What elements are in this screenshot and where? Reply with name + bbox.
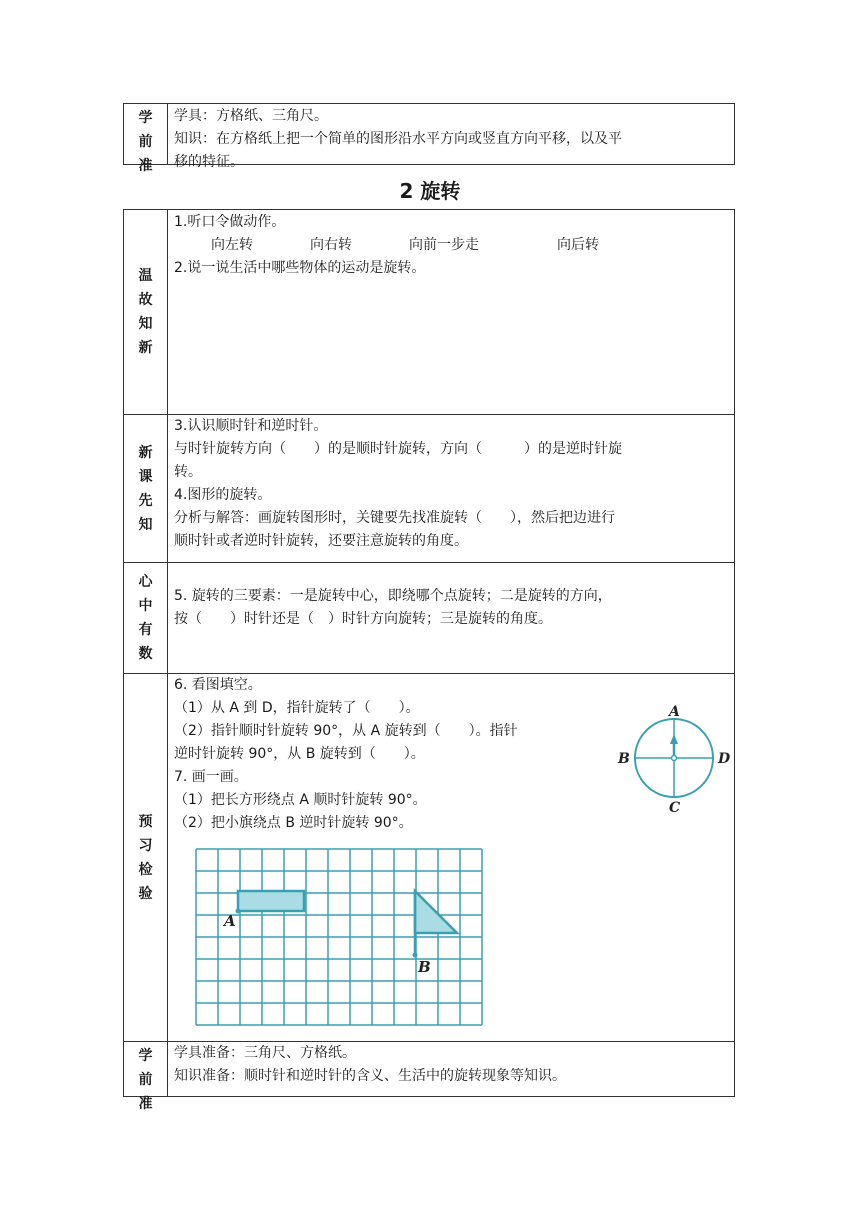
summary-label xyxy=(124,563,168,673)
text-line: 知识准备：顺时针和逆时针的含义、生活中的旋转现象等知识。 xyxy=(174,1068,566,1084)
text-line: 与时针旋转方向（ ）的是顺时针旋转，方向（ ）的是逆时针旋 xyxy=(174,441,622,457)
summary-content xyxy=(174,585,728,673)
prep-content xyxy=(174,105,728,170)
label-char: 准 xyxy=(138,1096,153,1112)
review-label xyxy=(124,210,168,414)
prep-table-top xyxy=(123,103,735,174)
new-lesson-content xyxy=(174,415,728,562)
review-content xyxy=(174,211,728,414)
lesson-title: 2 旋转 xyxy=(399,179,461,203)
action-item: 向前一步走 xyxy=(409,237,479,253)
label-char: 新 xyxy=(138,340,153,356)
label-char: 温 xyxy=(138,268,153,284)
text-line: 学具准备：三角尺、方格纸。 xyxy=(174,1045,356,1061)
label-char: 中 xyxy=(138,598,153,614)
label-char: 新 xyxy=(138,444,153,461)
action-item: 向左转 xyxy=(211,237,253,253)
prep-label xyxy=(124,104,168,174)
text-line: 转。 xyxy=(174,464,202,480)
action-item: 向右转 xyxy=(310,237,352,253)
text-line: （1）从 A 到 D，指针旋转了（ ）。 xyxy=(174,700,420,716)
text-line: 7. 画一画。 xyxy=(174,769,248,785)
label-char: 故 xyxy=(138,292,153,308)
text-line: 知识：在方格纸上把一个简单的图形沿水平方向或竖直方向平移，以及平 xyxy=(174,131,622,147)
text-line: 4.图形的旋转。 xyxy=(174,487,272,503)
text-line: （2）把小旗绕点 B 逆时针旋转 90°。 xyxy=(174,815,413,831)
pointer-arrow-icon xyxy=(670,734,678,744)
dial-label-top: A xyxy=(669,704,680,720)
label-char: 习 xyxy=(138,837,153,854)
question-1: 1.听口令做动作。 xyxy=(174,214,286,230)
text-line: 移的特征。 xyxy=(174,154,244,170)
grid-label-b: B xyxy=(418,958,431,976)
label-char: 课 xyxy=(138,468,153,485)
dial-label-bottom: C xyxy=(669,800,681,816)
label-char: 前 xyxy=(138,1072,153,1088)
prep-content-bottom xyxy=(174,1042,728,1096)
rectangle-shape xyxy=(238,891,304,911)
label-char: 学 xyxy=(138,1048,153,1064)
action-list xyxy=(174,234,728,257)
question-2: 2.说一说生活中哪些物体的运动是旋转。 xyxy=(174,260,426,276)
action-item: 向后转 xyxy=(557,237,599,253)
label-char: 学 xyxy=(138,110,153,126)
grid-label-a: A xyxy=(224,912,236,930)
label-char: 检 xyxy=(138,861,153,878)
text-line: 顺时针或者逆时针旋转，还要注意旋转的角度。 xyxy=(174,533,468,549)
lesson-table xyxy=(123,209,735,1112)
clock-dial-figure xyxy=(614,696,734,814)
review-row xyxy=(124,210,734,414)
point-a-dot xyxy=(236,909,241,914)
prep-row-bottom xyxy=(124,1041,734,1112)
text-line: 5. 旋转的三要素：一是旋转中心，即绕哪个点旋转；二是旋转的方向， xyxy=(174,588,612,604)
summary-row xyxy=(124,562,734,673)
label-char: 验 xyxy=(138,885,153,902)
text-line: （2）指针顺时针旋转 90°，从 A 旋转到（ ）。指针 xyxy=(174,723,518,739)
preview-row xyxy=(124,673,734,1041)
label-char: 数 xyxy=(138,646,153,662)
label-char: 心 xyxy=(138,574,153,590)
preview-label xyxy=(124,674,168,1041)
text-line: （1）把长方形绕点 A 顺时针旋转 90°。 xyxy=(174,792,427,808)
label-char: 先 xyxy=(138,492,153,509)
text-line: 3.认识顺时针和逆时针。 xyxy=(174,418,328,434)
prep-row xyxy=(124,104,734,174)
text-line: 6. 看图填空。 xyxy=(174,677,262,693)
text-line: 逆时针旋转 90°，从 B 旋转到（ ）。 xyxy=(174,746,425,762)
new-lesson-label xyxy=(124,415,168,562)
text-line: 分析与解答：画旋转图形时，关键要先找准旋转（ ），然后把边进行 xyxy=(174,510,615,526)
label-char: 知 xyxy=(138,316,153,332)
label-char: 知 xyxy=(138,516,153,533)
label-char: 预 xyxy=(138,813,153,830)
text-line: 学具：方格纸、三角尺。 xyxy=(174,108,328,124)
point-b-dot xyxy=(413,953,418,958)
dial-center xyxy=(672,756,677,761)
label-char: 前 xyxy=(138,134,153,150)
label-char: 有 xyxy=(138,622,153,638)
prep-label-bottom xyxy=(124,1042,168,1112)
new-lesson-row xyxy=(124,414,734,562)
dial-label-right: D xyxy=(718,751,731,767)
dial-label-left: B xyxy=(618,751,630,767)
label-char: 准 xyxy=(138,158,153,174)
grid-figure xyxy=(180,840,490,1030)
text-line: 按（ ）时针还是（ ）时针方向旋转；三是旋转的角度。 xyxy=(174,611,552,627)
